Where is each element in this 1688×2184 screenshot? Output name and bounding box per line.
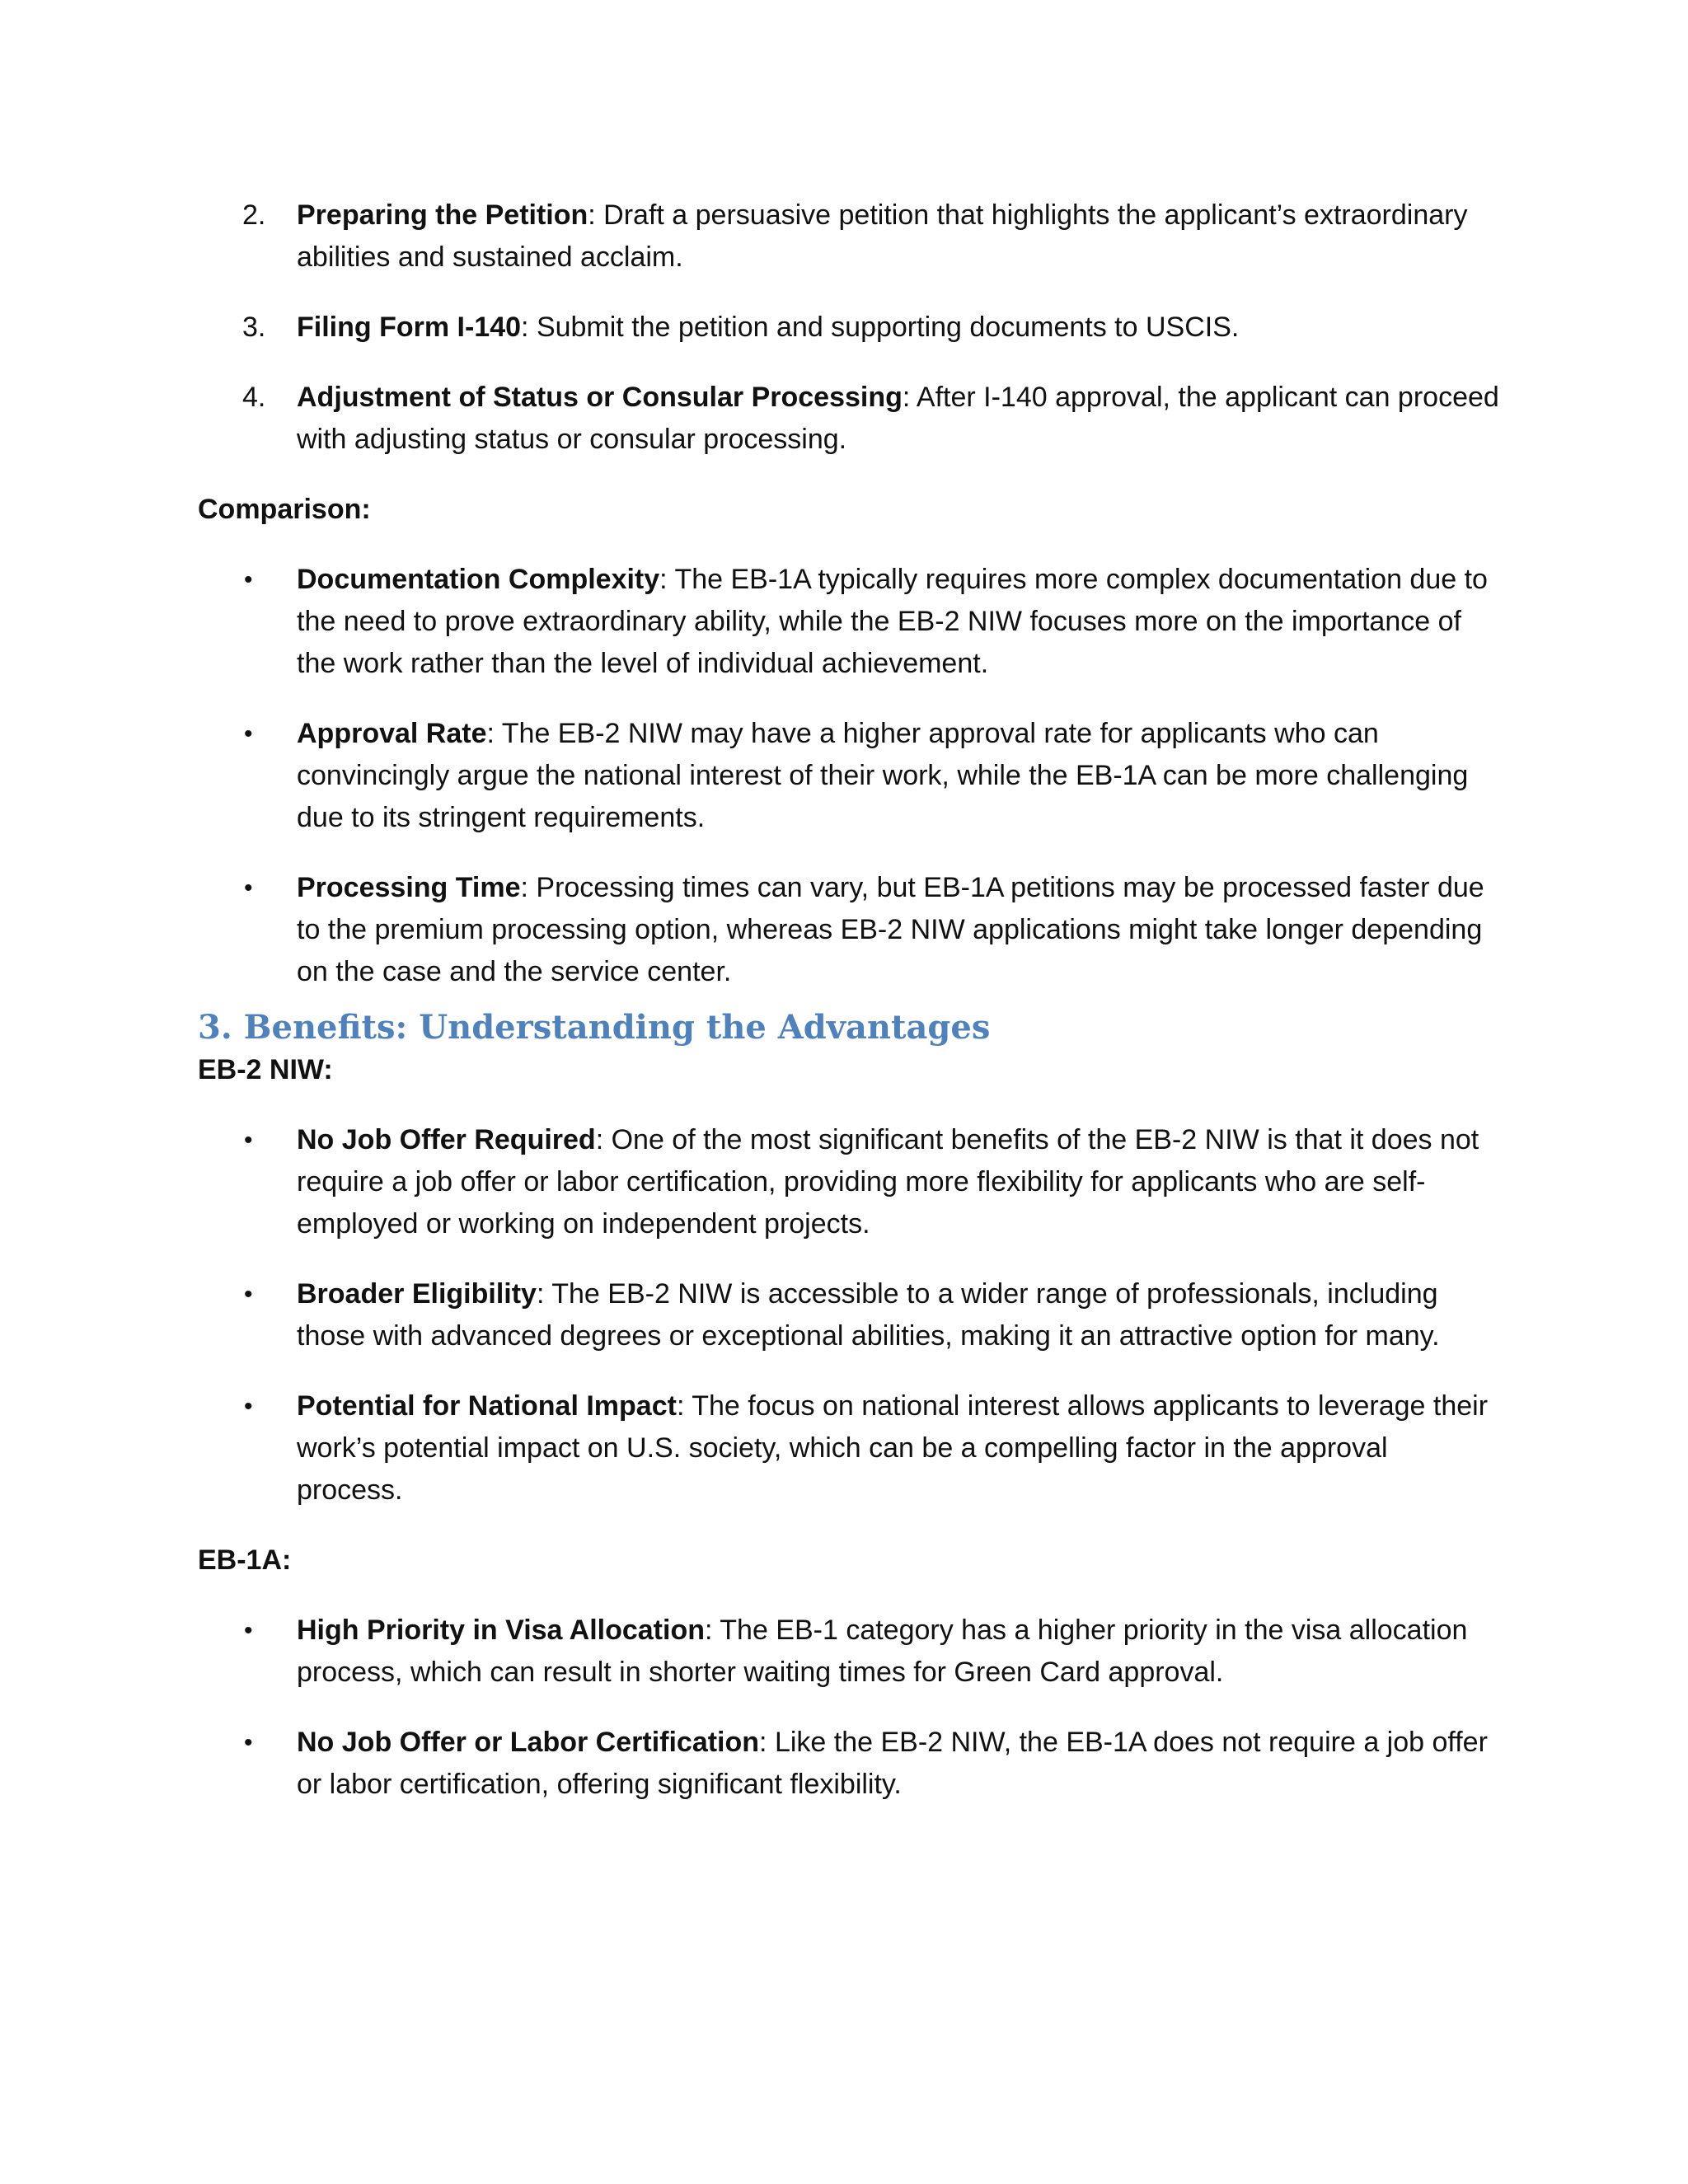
comparison-item (198, 867, 1500, 993)
step-number: 4. (242, 382, 266, 413)
benefit-item (198, 1385, 1500, 1511)
benefit-title: No Job Offer or Labor Certification (297, 1727, 760, 1758)
eb1a-label: EB-1A: (198, 1544, 292, 1576)
benefit-item (198, 1119, 1500, 1245)
document-body (198, 194, 1500, 1834)
step-number: 3. (242, 312, 266, 343)
benefit-title: No Job Offer Required (297, 1124, 596, 1155)
benefit-item (198, 1722, 1500, 1806)
benefit-item (198, 1610, 1500, 1694)
benefit-text: : The EB-2 NIW is accessible to a wider range of professionals, including those with advanced degrees or exceptional abilities, making it an attractive option for many. (297, 1278, 1440, 1352)
comparison-label: Comparison: (198, 494, 371, 525)
comparison-item-text: : The EB-2 NIW may have a higher approval rate for applicants who can convincingly argue the national interest of their work, while the EB-1A can be more challenging due to its stringent requirements. (297, 718, 1469, 833)
comparison-item-title: Documentation Complexity (297, 564, 660, 595)
eb2-niw-label: EB-2 NIW: (198, 1054, 333, 1085)
benefit-text: : Like the EB-2 NIW, the EB-1A does not require a job offer or labor certification, offering significant flexibility. (297, 1727, 1488, 1800)
bullet-marker: • (244, 874, 253, 902)
bullet-marker: • (244, 566, 253, 593)
step-title: Filing Form I-140 (297, 312, 522, 343)
benefit-title: Broader Eligibility (297, 1278, 537, 1310)
comparison-item-text: : The EB-1A typically requires more complex documentation due to the need to prove extraordinary ability, while the EB-2 NIW focuses more on the importance of the work rather than the level of individual achievement. (297, 564, 1488, 679)
benefit-text: : One of the most significant benefits of the EB-2 NIW is that it does not require a job offer or labor certification, providing more flexibility for applicants who are self-employed or working on independent projects. (297, 1124, 1479, 1240)
bullet-marker: • (244, 1617, 253, 1644)
comparison-item (198, 559, 1500, 685)
benefit-text: : The EB-1 category has a higher priority in the visa allocation process, which can result in shorter waiting times for Green Card approval. (297, 1615, 1468, 1688)
bullet-marker: • (244, 720, 253, 748)
benefit-title: High Priority in Visa Allocation (297, 1615, 705, 1646)
step-item (198, 377, 1500, 461)
comparison-item-text: : Processing times can vary, but EB-1A petitions may be processed faster due to the premium processing option, whereas EB-2 NIW applications might take longer depending on the case and the service center. (297, 872, 1484, 987)
comparison-item (198, 713, 1500, 839)
bullet-marker: • (244, 1281, 253, 1308)
step-text: : Submit the petition and supporting documents to USCIS. (521, 312, 1240, 343)
bullet-marker: • (244, 1127, 253, 1154)
comparison-item-title: Approval Rate (297, 718, 487, 749)
benefit-title: Potential for National Impact (297, 1390, 677, 1422)
bullet-marker: • (244, 1729, 253, 1756)
step-text: : After I-140 approval, the applicant can proceed with adjusting status or consular processing. (297, 382, 1499, 455)
comparison-item-title: Processing Time (297, 872, 521, 903)
bullet-marker: • (244, 1393, 253, 1420)
step-title: Preparing the Petition (297, 199, 588, 231)
step-item (198, 194, 1500, 279)
section-heading: 3. Benefits: Understanding the Advantages (198, 1008, 991, 1047)
step-item (198, 307, 1500, 349)
step-number: 2. (242, 199, 266, 231)
step-text: : Draft a persuasive petition that highlights the applicant’s extraordinary abilities and sustained acclaim. (297, 199, 1468, 273)
benefit-text: : The focus on national interest allows applicants to leverage their work’s potential impact on U.S. society, which can be a compelling factor in the approval process. (297, 1390, 1489, 1506)
benefit-item (198, 1273, 1500, 1357)
step-title: Adjustment of Status or Consular Processing (297, 382, 903, 413)
